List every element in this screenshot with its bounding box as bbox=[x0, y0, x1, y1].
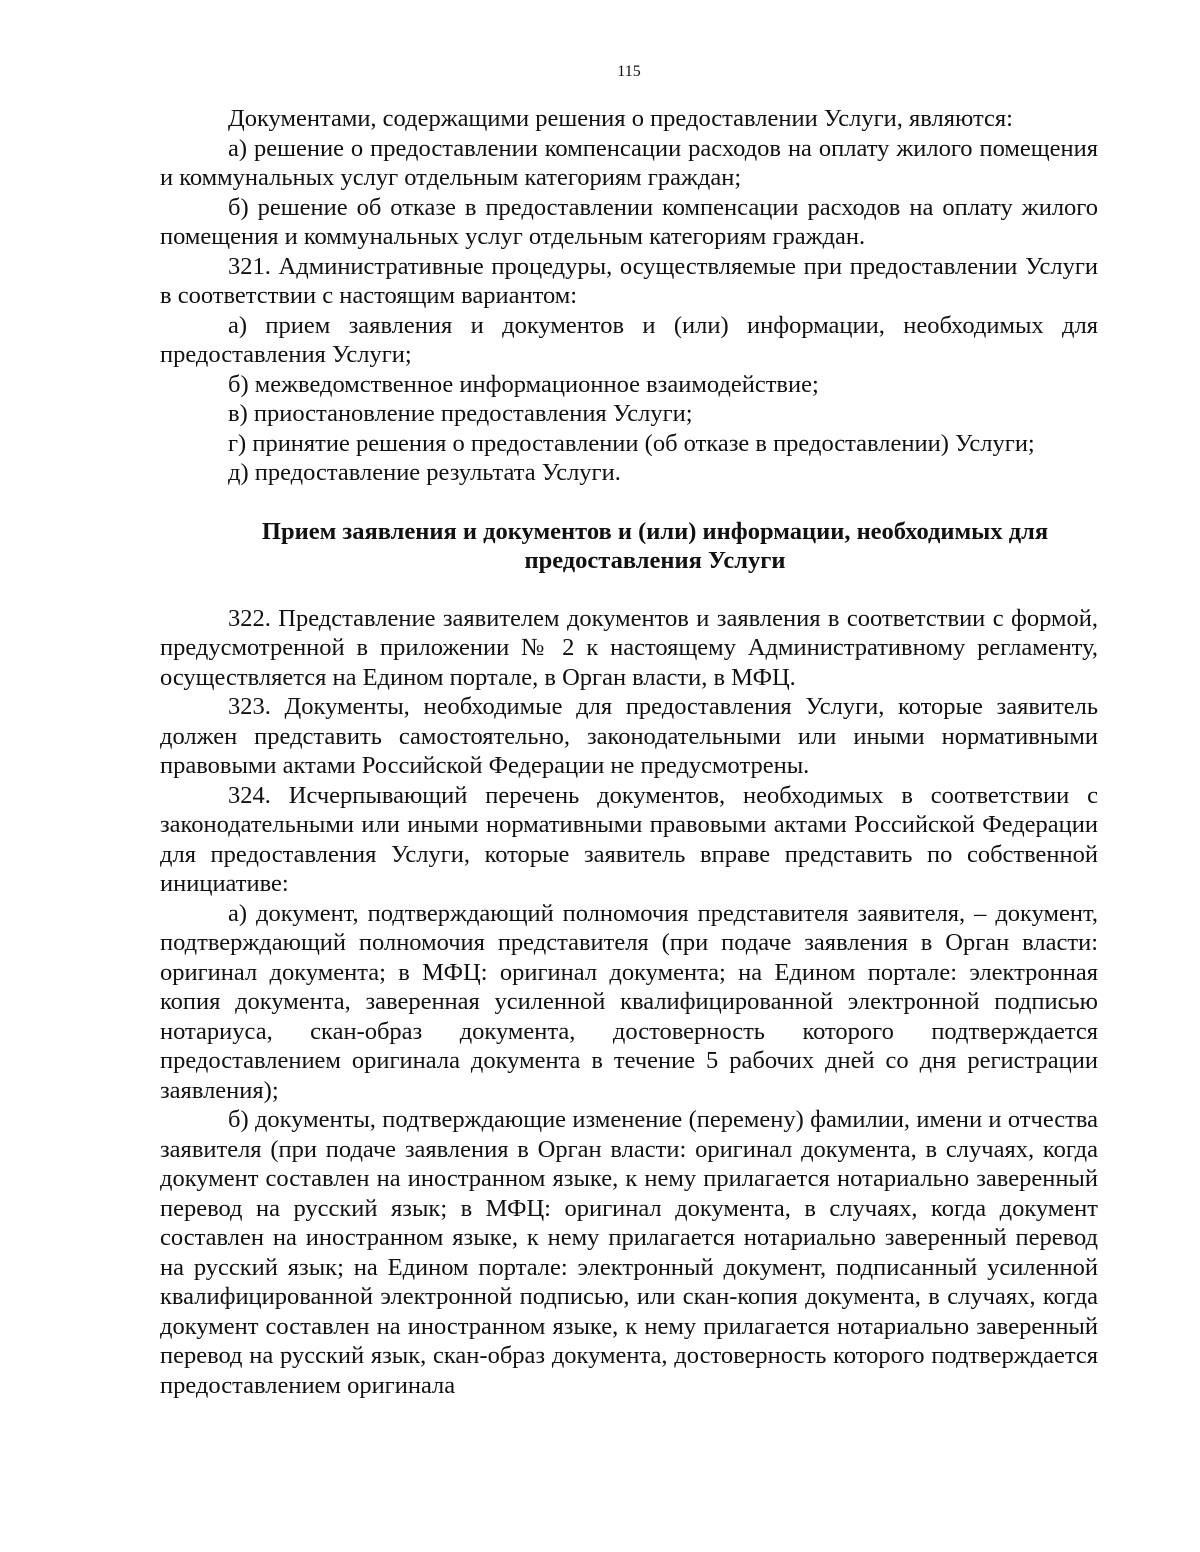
paragraph-323: 323. Документы, необходимые для предоставления Услуги, которые заявитель должен представить самостоятельно, законодательными или иными нормативными правовыми актами Российской Федерации не предусмотрены. bbox=[160, 693, 1098, 779]
paragraph-322: 322. Представление заявителем документов и заявления в соответствии с формой, предусмотренной в приложении № 2 к настоящему Административному регламенту, осуществляется на Едином портале, в Орган власти, в МФЦ. bbox=[160, 604, 1098, 691]
list-item-a-decision-grant: а) решение о предоставлении компенсации расходов на оплату жилого помещения и коммунальных услуг отдельным категориям граждан; bbox=[160, 134, 1098, 191]
list-item-a-procedure: а) прием заявления и документов и (или) информации, необходимых для предоставления Услуги; bbox=[160, 311, 1098, 368]
section-heading-line-2: предоставления Услуги bbox=[524, 547, 786, 574]
list-item-c-procedure: в) приостановление предоставления Услуги; bbox=[228, 400, 693, 427]
section-heading-line-1: Прием заявления и документов и (или) информации, необходимых для bbox=[261, 517, 1049, 545]
list-item-b-decision-refusal: б) решение об отказе в предоставлении компенсации расходов на оплату жилого помещения и коммунальных услуг отдельным категориям граждан. bbox=[160, 193, 1098, 250]
list-item-e-procedure: д) предоставление результата Услуги. bbox=[228, 459, 621, 486]
list-item-a-representative-document: а) документ, подтверждающий полномочия представителя заявителя, – документ, подтверждающий полномочия представителя (при подаче заявления в Орган власти: оригинал документа; в МФЦ: оригинал документа; на Едином портале: электронная копия документа, заверенная усиленной квалифицированной электронной подписью нотариуса, скан-образ документа, достоверность которого подтверждается предоставлением оригинала документа в течение 5 рабочих дней со дня регистрации заявления); bbox=[160, 899, 1098, 1104]
paragraph-intro: Документами, содержащими решения о предоставлении Услуги, являются: bbox=[228, 105, 1013, 132]
document-body bbox=[160, 104, 1098, 1400]
page-number: 115 bbox=[617, 63, 641, 80]
section-heading bbox=[160, 517, 1098, 576]
list-item-b-name-change-documents: б) документы, подтверждающие изменение (перемену) фамилии, имени и отчества заявителя (при подаче заявления в Орган власти: оригинал документа, в случаях, когда документ составлен на иностранном языке, к нему прилагается нотариально заверенный перевод на русский язык; в МФЦ: оригинал документа, в случаях, когда документ составлен на иностранном языке, к нему прилагается нотариально заверенный перевод на русский язык; на Едином портале: электронный документ, подписанный усиленной квалифицированной электронной подписью, или скан-копия документа, в случаях, когда документ составлен на иностранном языке, к нему прилагается нотариально заверенный перевод на русский язык, скан-образ документа, достоверность которого подтверждается предоставлением оригинала bbox=[160, 1106, 1098, 1399]
paragraph-321: 321. Административные процедуры, осуществляемые при предоставлении Услуги в соответствии с настоящим вариантом: bbox=[160, 252, 1098, 309]
list-item-d-procedure: г) принятие решения о предоставлении (об отказе в предоставлении) Услуги; bbox=[228, 429, 1035, 457]
paragraph-324: 324. Исчерпывающий перечень документов, необходимых в соответствии с законодательными или иными нормативными правовыми актами Российской Федерации для предоставления Услуги, которые заявитель вправе представить по собственной инициативе: bbox=[160, 781, 1098, 897]
list-item-b-procedure: б) межведомственное информационное взаимодействие; bbox=[228, 370, 819, 398]
